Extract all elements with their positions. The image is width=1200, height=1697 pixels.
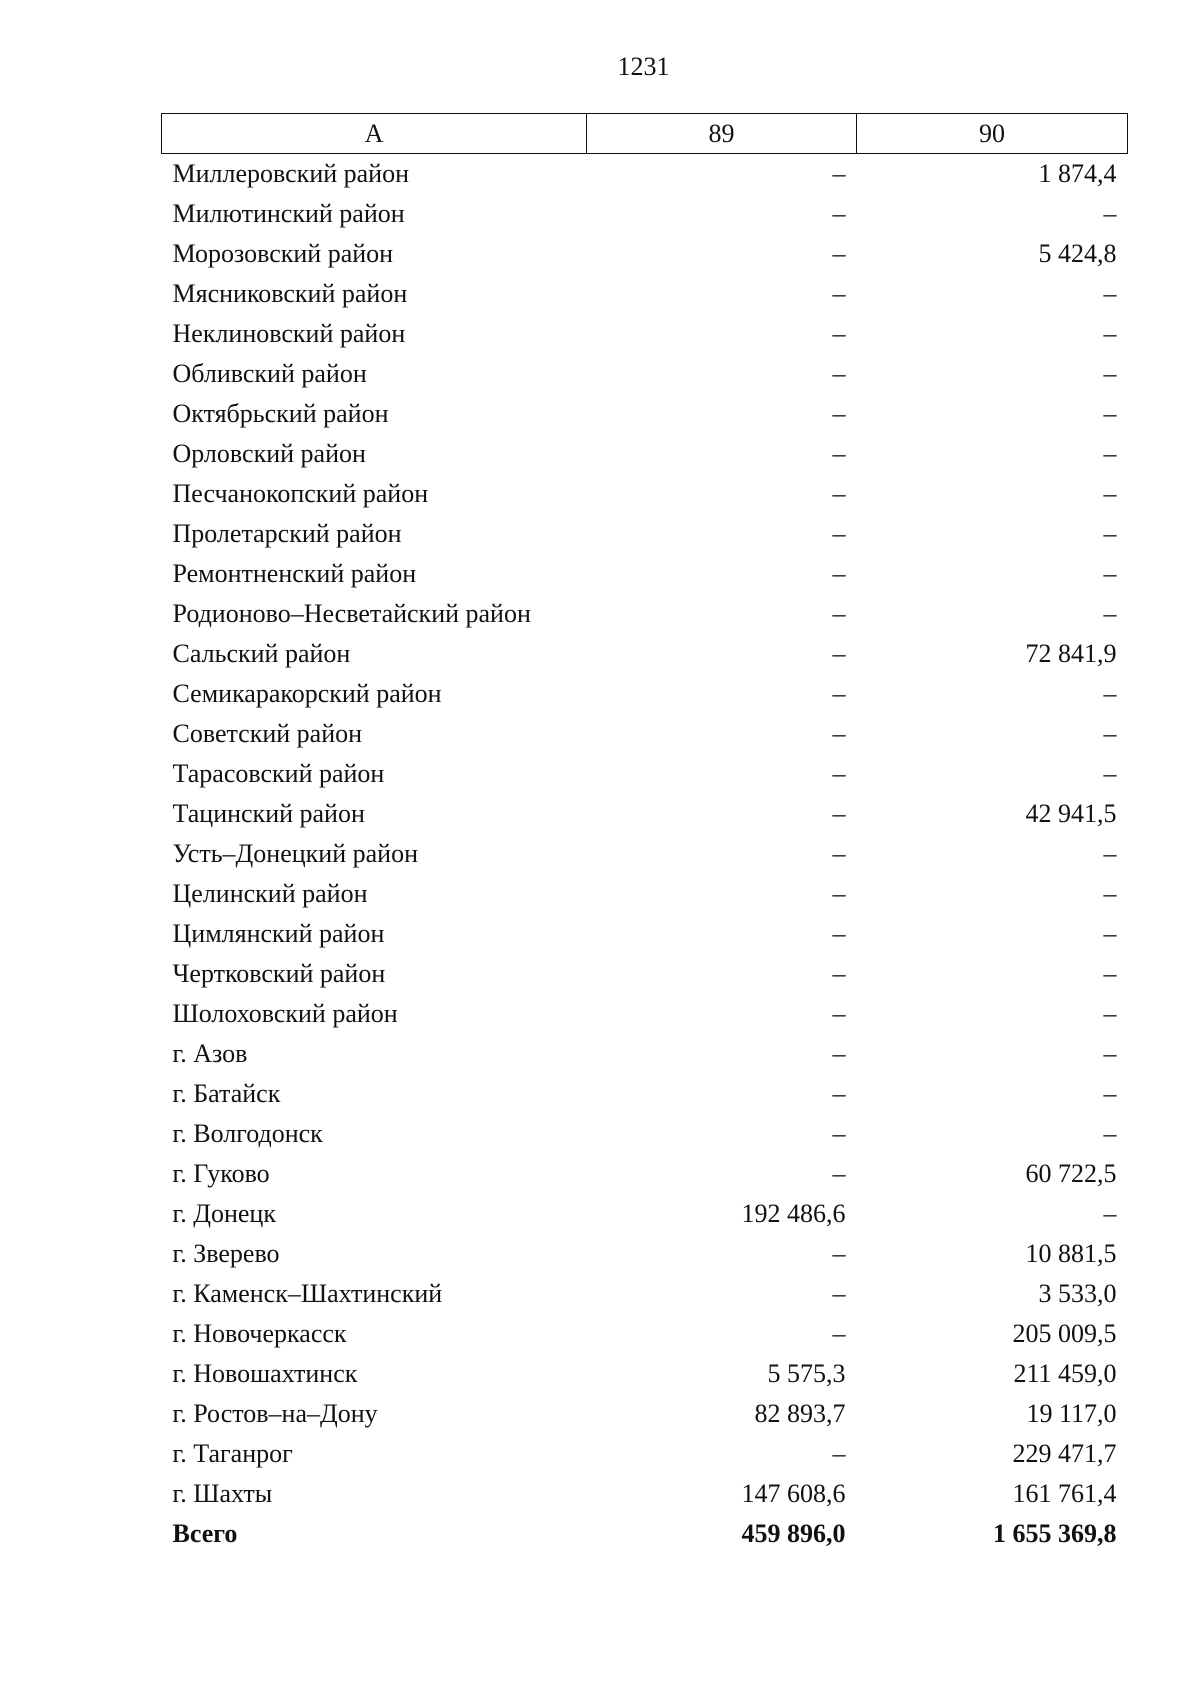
row-value-90: –: [1103, 599, 1117, 628]
row-value-89: –: [832, 919, 846, 948]
row-name: г. Новочеркасск: [172, 1319, 347, 1348]
table-row: [162, 314, 1128, 354]
table-row: [162, 1274, 1128, 1314]
row-name: Чертковский район: [172, 959, 386, 988]
row-name: Усть–Донецкий район: [172, 839, 418, 868]
table-row: [162, 754, 1128, 794]
row-value-90: 72 841,9: [1025, 639, 1117, 668]
row-name: Семикаракорский район: [172, 679, 442, 708]
row-value-89: –: [832, 879, 846, 908]
row-value-89: 5 575,3: [767, 1359, 846, 1388]
row-value-89: –: [832, 719, 846, 748]
table-row: [162, 674, 1128, 714]
row-value-90: 161 761,4: [1012, 1479, 1117, 1508]
table-row: [162, 994, 1128, 1034]
row-value-89: –: [832, 199, 846, 228]
row-name: Ремонтненский район: [172, 559, 417, 588]
table-row: [162, 1474, 1128, 1514]
row-name: г. Каменск–Шахтинский: [172, 1279, 443, 1308]
row-value-90: –: [1103, 719, 1117, 748]
row-value-90: 3 533,0: [1038, 1279, 1117, 1308]
total-row: [162, 1514, 1128, 1554]
table-row: [162, 1354, 1128, 1394]
row-value-89: –: [832, 1159, 846, 1188]
table-row: [162, 1114, 1128, 1154]
row-value-90: –: [1103, 919, 1117, 948]
row-value-89: –: [832, 599, 846, 628]
data-table: [161, 113, 1128, 1554]
row-value-89: –: [832, 559, 846, 588]
row-name: г. Волгодонск: [172, 1119, 323, 1148]
header-col-89: 89: [587, 114, 857, 154]
row-value-90: –: [1103, 399, 1117, 428]
row-value-90: –: [1103, 479, 1117, 508]
row-name: Морозовский район: [172, 239, 394, 268]
row-name: Тацинский район: [172, 799, 365, 828]
table-row: [162, 514, 1128, 554]
row-name: г. Таганрог: [172, 1439, 293, 1468]
table-row: [162, 274, 1128, 314]
table-row: [162, 234, 1128, 274]
row-name: Милютинский район: [172, 199, 405, 228]
row-name: Пролетарский район: [172, 519, 402, 548]
row-name: г. Донецк: [172, 1199, 276, 1228]
row-value-89: –: [832, 279, 846, 308]
table-row: [162, 1314, 1128, 1354]
row-name: Родионово–Несветайский район: [172, 599, 531, 628]
row-value-90: –: [1103, 1079, 1117, 1108]
table-row: [162, 474, 1128, 514]
row-value-89: –: [832, 359, 846, 388]
page-number: 1231: [617, 52, 670, 81]
row-value-89: –: [832, 1239, 846, 1268]
row-value-89: –: [832, 959, 846, 988]
table-row: [162, 194, 1128, 234]
table-row: [162, 554, 1128, 594]
table-row: [162, 1074, 1128, 1114]
row-name: г. Зверево: [172, 1239, 280, 1268]
table-row: [162, 1234, 1128, 1274]
row-value-89: 82 893,7: [754, 1399, 846, 1428]
header-col-a: А: [162, 114, 587, 154]
table-row: [162, 794, 1128, 834]
row-name: Цимлянский район: [172, 919, 385, 948]
row-value-89: –: [832, 639, 846, 668]
row-value-89: –: [832, 519, 846, 548]
row-value-90: 229 471,7: [1012, 1439, 1117, 1468]
table-row: [162, 834, 1128, 874]
row-value-89: –: [832, 999, 846, 1028]
table-row: [162, 1434, 1128, 1474]
row-value-90: –: [1103, 839, 1117, 868]
table-row: [162, 714, 1128, 754]
row-value-89: –: [832, 759, 846, 788]
row-value-90: 10 881,5: [1025, 1239, 1117, 1268]
row-name: Шолоховский район: [172, 999, 398, 1028]
row-name: Сальский район: [172, 639, 351, 668]
row-value-90: –: [1103, 879, 1117, 908]
table-row: [162, 954, 1128, 994]
row-value-90: –: [1103, 679, 1117, 708]
row-name: Целинский район: [172, 879, 368, 908]
row-name: Советский район: [172, 719, 363, 748]
row-name: г. Новошахтинск: [172, 1359, 358, 1388]
row-name: Миллеровский район: [172, 159, 410, 188]
row-name: Октябрьский район: [172, 399, 389, 428]
row-value-90: 5 424,8: [1038, 239, 1117, 268]
row-name: г. Батайск: [172, 1079, 281, 1108]
row-value-90: –: [1103, 279, 1117, 308]
row-name: Обливский район: [172, 359, 367, 388]
row-value-90: –: [1103, 1039, 1117, 1068]
row-value-89: –: [832, 1319, 846, 1348]
row-value-90: –: [1103, 319, 1117, 348]
row-value-89: 192 486,6: [741, 1199, 846, 1228]
row-value-89: –: [832, 1439, 846, 1468]
row-value-90: –: [1103, 559, 1117, 588]
table-row: [162, 914, 1128, 954]
row-name: г. Ростов–на–Дону: [172, 1399, 378, 1428]
table-body: [162, 154, 1128, 1555]
total-label: Всего: [172, 1519, 238, 1548]
table-row: [162, 634, 1128, 674]
table-row: [162, 354, 1128, 394]
table-row: [162, 394, 1128, 434]
row-value-89: –: [832, 439, 846, 468]
table-row: [162, 874, 1128, 914]
row-value-90: –: [1103, 999, 1117, 1028]
table-row: [162, 1194, 1128, 1234]
row-value-89: –: [832, 1119, 846, 1148]
row-name: Песчанокопский район: [172, 479, 429, 508]
row-name: г. Азов: [172, 1039, 248, 1068]
row-value-90: –: [1103, 439, 1117, 468]
row-value-90: –: [1103, 759, 1117, 788]
row-value-90: –: [1103, 959, 1117, 988]
row-value-90: 42 941,5: [1025, 799, 1117, 828]
row-value-89: –: [832, 1279, 846, 1308]
table-row: [162, 434, 1128, 474]
row-value-89: –: [832, 679, 846, 708]
header-row: [162, 114, 1128, 154]
row-value-89: 147 608,6: [741, 1479, 846, 1508]
row-value-90: –: [1103, 519, 1117, 548]
row-name: Орловский район: [172, 439, 366, 468]
row-value-90: 205 009,5: [1012, 1319, 1117, 1348]
row-value-90: 60 722,5: [1025, 1159, 1117, 1188]
table-header: [162, 114, 1128, 154]
row-value-89: –: [832, 1079, 846, 1108]
row-name: Тарасовский район: [172, 759, 385, 788]
table-row: [162, 154, 1128, 195]
row-value-89: –: [832, 399, 846, 428]
row-name: Неклиновский район: [172, 319, 406, 348]
row-value-90: 211 459,0: [1013, 1359, 1117, 1388]
row-value-90: –: [1103, 199, 1117, 228]
table-row: [162, 1034, 1128, 1074]
row-value-89: –: [832, 799, 846, 828]
table-row: [162, 1394, 1128, 1434]
row-value-90: 1 874,4: [1038, 159, 1117, 188]
row-value-89: –: [832, 479, 846, 508]
table-row: [162, 594, 1128, 634]
row-name: г. Шахты: [172, 1479, 273, 1508]
row-name: Мясниковский район: [172, 279, 408, 308]
row-value-90: –: [1103, 1199, 1117, 1228]
total-value-90: 1 655 369,8: [993, 1519, 1117, 1548]
row-value-90: –: [1103, 359, 1117, 388]
row-value-90: –: [1103, 1119, 1117, 1148]
row-value-89: –: [832, 159, 846, 188]
row-value-90: 19 117,0: [1026, 1399, 1117, 1428]
row-value-89: –: [832, 319, 846, 348]
row-value-89: –: [832, 839, 846, 868]
total-value-89: 459 896,0: [741, 1519, 846, 1548]
row-name: г. Гуково: [172, 1159, 270, 1188]
row-value-89: –: [832, 239, 846, 268]
table-row: [162, 1154, 1128, 1194]
row-value-89: –: [832, 1039, 846, 1068]
header-col-90: 90: [857, 114, 1128, 154]
